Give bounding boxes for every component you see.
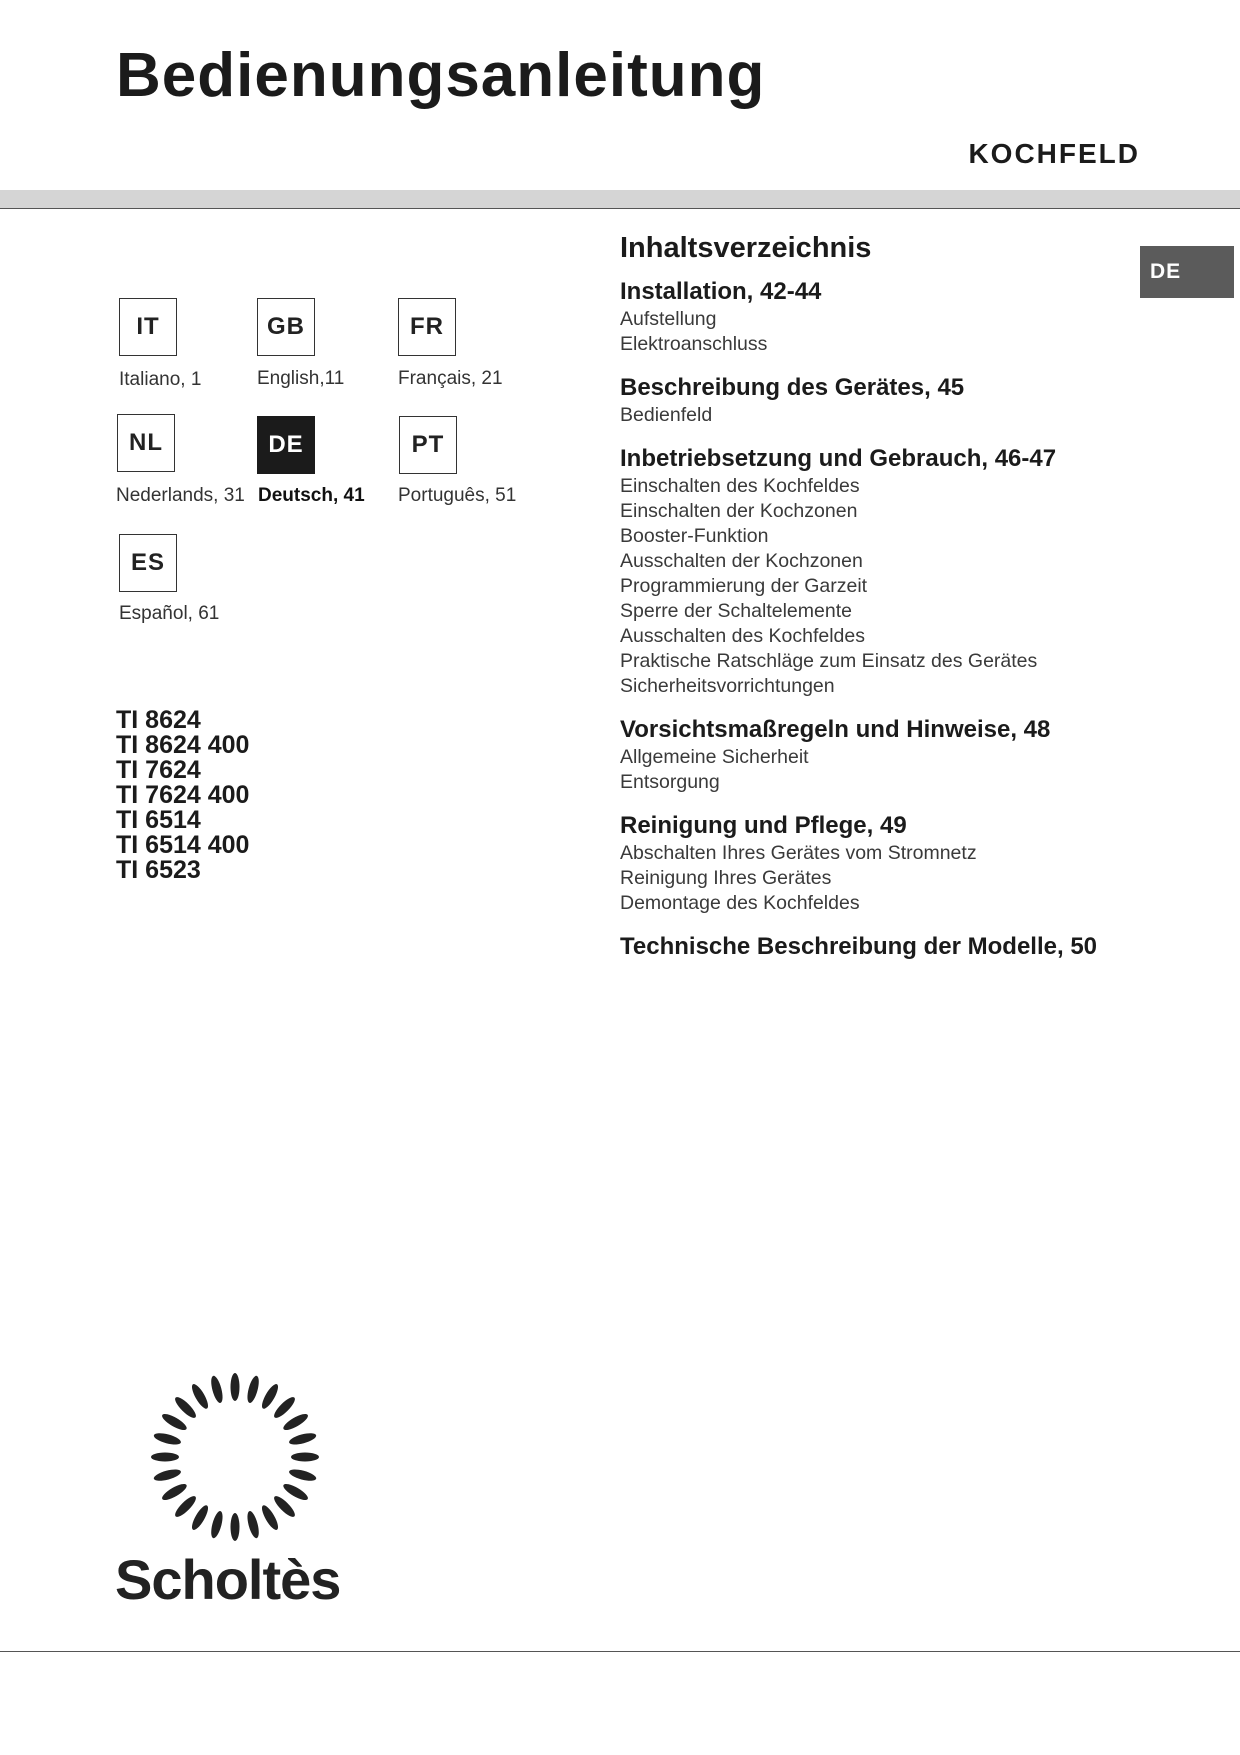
sunburst-petal [189,1382,211,1411]
toc-section-technische-beschreibung [620,932,1140,962]
toc-section-title: Vorsichtsmaßregeln und Hinweise, 48 [620,716,1051,743]
toc-item: Entsorgung [620,771,720,793]
model-item: TI 8624 [116,706,201,734]
lang-label-it: Italiano, 1 [119,369,202,390]
toc-section-title: Technische Beschreibung der Modelle, 50 [620,933,1098,960]
toc-section-installation [620,277,1140,357]
lang-label-es: Español, 61 [119,603,220,624]
toc-item: Einschalten der Kochzonen [620,500,858,522]
toc-heading: Inhaltsverzeichnis [620,232,872,264]
lang-box-it: IT [119,298,177,356]
sunburst-petal [259,1503,281,1532]
page-title: Bedienungsanleitung [116,41,766,110]
toc-section-title: Reinigung und Pflege, 49 [620,812,907,839]
lang-label-pt: Português, 51 [398,485,517,506]
model-item: TI 6514 [116,806,201,834]
model-item: TI 6514 400 [116,831,250,859]
sunburst-petal [259,1382,281,1411]
toc-item: Ausschalten der Kochzonen [620,550,863,572]
sun-burst-icon [115,1365,355,1545]
model-item: TI 6523 [116,856,201,884]
lang-box-de: DE [257,416,315,474]
toc-section-vorsichtsmassregeln [620,715,1140,795]
toc-item: Booster-Funktion [620,525,769,547]
toc-item: Abschalten Ihres Gerätes vom Stromnetz [620,842,977,864]
sunburst-petal [281,1481,310,1503]
toc-item: Bedienfeld [620,404,713,426]
lang-box-fr: FR [398,298,456,356]
sunburst-petal [288,1467,317,1483]
toc-item: Elektroanschluss [620,333,768,355]
sunburst-petal [288,1431,317,1447]
toc-section-title: Inbetriebsetzung und Gebrauch, 46-47 [620,445,1057,472]
brand-name: Scholtès [115,1548,341,1611]
toc-section-beschreibung [620,373,1140,428]
model-item: TI 8624 400 [116,731,250,759]
language-tab: DE [1140,246,1234,298]
lang-label-de: Deutsch, 41 [258,485,365,506]
sunburst-petal [153,1431,182,1447]
model-item: TI 7624 400 [116,781,250,809]
footer-rule [0,1651,1240,1652]
sunburst-petal [245,1510,261,1539]
toc-section-title: Installation, 42-44 [620,278,822,305]
header-band [0,190,1240,209]
toc-item: Ausschalten des Kochfeldes [620,625,865,647]
sunburst-petal [291,1453,319,1462]
model-item: TI 7624 [116,756,201,784]
toc-item: Reinigung Ihres Gerätes [620,867,832,889]
sunburst-petal [151,1453,179,1462]
brand-logo [115,1365,355,1625]
toc-item: Praktische Ratschläge zum Einsatz des Gerätes [620,650,1038,672]
sunburst-petal [231,1513,240,1541]
toc-item: Allgemeine Sicherheit [620,746,809,768]
lang-label-nl: Nederlands, 31 [116,485,245,506]
sunburst-petal [209,1375,225,1404]
sunburst-petal [231,1373,240,1401]
toc-item: Demontage des Kochfeldes [620,892,860,914]
sunburst-petal [160,1481,189,1503]
toc-section-reinigung [620,811,1140,916]
toc-item: Sperre der Schaltelemente [620,600,852,622]
sunburst-petal [189,1503,211,1532]
sunburst-petal [160,1411,189,1433]
toc-item: Programmierung der Garzeit [620,575,868,597]
sunburst-petal [271,1394,297,1420]
sunburst-petal [153,1467,182,1483]
toc-section-title: Beschreibung des Gerätes, 45 [620,374,965,401]
sunburst-petal [209,1510,225,1539]
sunburst-petal [172,1493,198,1519]
model-list [116,708,249,883]
lang-box-gb: GB [257,298,315,356]
lang-box-pt: PT [399,416,457,474]
sunburst-petal [172,1394,198,1420]
toc-item: Aufstellung [620,308,717,330]
lang-label-gb: English,11 [257,368,345,389]
sunburst-petal [245,1375,261,1404]
toc-item: Sicherheitsvorrichtungen [620,675,835,697]
lang-box-nl: NL [117,414,175,472]
sunburst-petal [271,1493,297,1519]
toc-section-inbetriebsetzung [620,444,1140,699]
table-of-contents [620,232,1140,978]
toc-item: Einschalten des Kochfeldes [620,475,860,497]
sunburst-petal [281,1411,310,1433]
lang-box-es: ES [119,534,177,592]
lang-label-fr: Français, 21 [398,368,503,389]
product-category: KOCHFELD [968,138,1140,169]
